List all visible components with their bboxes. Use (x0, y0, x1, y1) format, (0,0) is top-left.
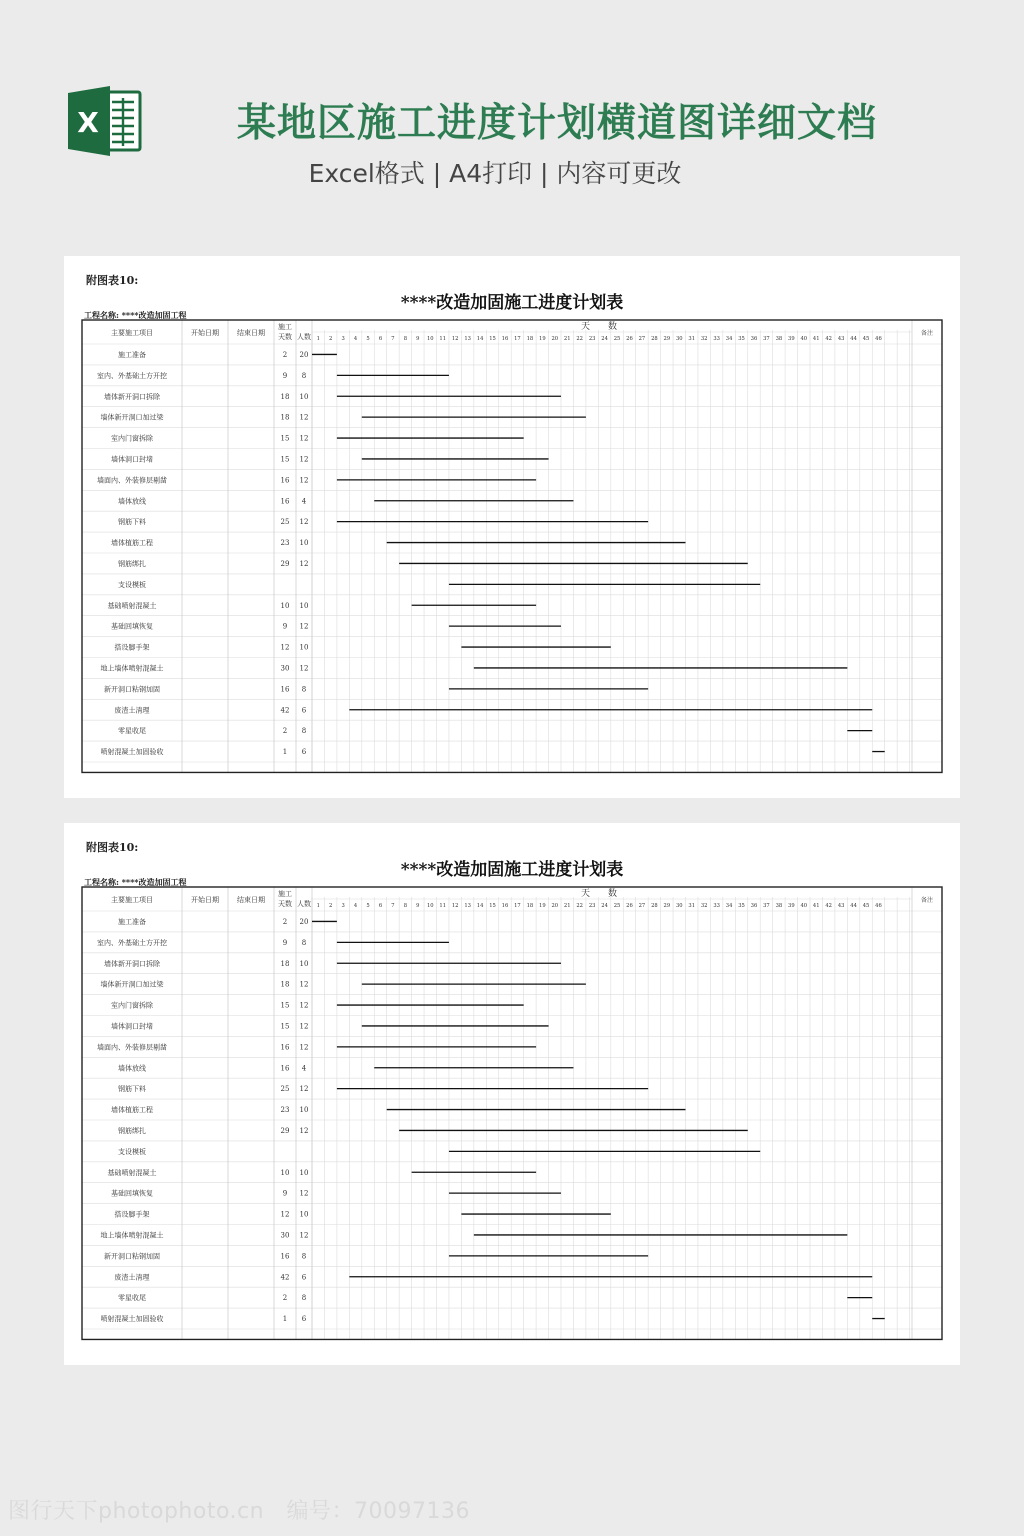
task-days: 15 (280, 434, 290, 443)
day-number: 34 (725, 903, 733, 909)
day-number: 15 (489, 903, 496, 909)
table-border (82, 887, 942, 1339)
task-days: 25 (280, 1085, 290, 1094)
header-start-date: 开始日期 (191, 896, 219, 904)
task-name: 墙体放线 (118, 1064, 146, 1073)
task-name: 地上墙体喷射混凝土 (100, 1231, 164, 1240)
day-number: 29 (663, 336, 671, 342)
day-number: 39 (788, 903, 795, 909)
day-number: 40 (800, 336, 808, 342)
day-number: 32 (700, 903, 708, 909)
appendix-label: 附图表10: (86, 841, 139, 854)
task-days: 2 (282, 350, 288, 359)
day-number: 20 (551, 903, 559, 909)
task-days: 9 (282, 938, 288, 947)
task-name: 墙面内、外装修层剔凿 (97, 476, 167, 485)
day-number: 28 (651, 336, 658, 342)
task-people: 10 (299, 392, 309, 401)
task-days: 12 (280, 1210, 290, 1219)
day-number: 3 (341, 903, 345, 909)
table-border (82, 320, 942, 772)
day-number: 28 (651, 903, 658, 909)
day-number: 33 (713, 903, 720, 909)
header-days-bottom: 天数 (278, 333, 292, 341)
header-people: 人数 (297, 900, 311, 908)
day-number: 27 (638, 336, 646, 342)
day-number: 20 (551, 336, 559, 342)
task-name: 喷射混凝土加固验收 (100, 748, 164, 757)
day-number: 27 (638, 903, 646, 909)
day-number: 38 (775, 903, 783, 909)
day-number: 25 (613, 903, 621, 909)
project-name: 工程名称: ****改造加固工程 (84, 877, 187, 887)
day-number: 42 (825, 903, 832, 909)
day-number: 17 (514, 903, 521, 909)
sheet-title: ****改造加固施工进度计划表 (400, 860, 624, 880)
task-days: 18 (280, 959, 290, 968)
schedule-sheet-1 (64, 256, 960, 798)
task-people: 12 (299, 413, 309, 422)
task-name: 废渣土清理 (114, 1273, 150, 1282)
task-people: 10 (299, 959, 309, 968)
day-number: 35 (738, 336, 745, 342)
task-people: 12 (299, 455, 309, 464)
task-people: 12 (299, 476, 309, 485)
task-name: 基础喷射混凝土 (107, 1168, 157, 1177)
day-number: 22 (576, 336, 583, 342)
task-days: 15 (280, 1001, 290, 1010)
day-number: 26 (626, 903, 633, 909)
task-days: 2 (282, 1294, 288, 1303)
day-number: 12 (451, 903, 459, 909)
task-name: 墙面内、外装修层剔凿 (97, 1043, 167, 1052)
task-people: 10 (299, 643, 309, 652)
task-people: 8 (301, 1252, 307, 1261)
day-number: 32 (700, 336, 708, 342)
task-name: 施工准备 (118, 917, 146, 926)
day-number: 16 (501, 336, 509, 342)
day-number: 26 (626, 336, 633, 342)
task-days: 42 (280, 706, 290, 715)
task-name: 基础喷射混凝土 (107, 601, 157, 610)
day-number: 9 (416, 903, 420, 909)
task-name: 室内、外基础土方开挖 (97, 371, 167, 380)
day-number: 18 (526, 336, 534, 342)
task-name: 墙体新开洞口拆除 (104, 392, 160, 401)
task-name: 基础回填恢复 (111, 622, 153, 631)
task-days: 29 (280, 559, 290, 568)
task-name: 基础回填恢复 (111, 1189, 153, 1198)
task-people: 12 (299, 559, 309, 568)
task-name: 支设模板 (118, 1147, 146, 1156)
task-name: 钢筋下料 (118, 518, 146, 527)
task-people: 6 (301, 1273, 307, 1282)
day-number: 46 (875, 336, 882, 342)
task-people: 20 (299, 350, 309, 359)
task-name: 喷射混凝土加固验收 (100, 1315, 164, 1324)
task-days: 18 (280, 413, 290, 422)
day-number: 45 (862, 903, 870, 909)
day-number: 40 (800, 903, 808, 909)
task-people: 8 (301, 727, 307, 736)
task-days: 30 (280, 1231, 290, 1240)
day-number: 36 (750, 336, 758, 342)
header-people: 人数 (297, 333, 311, 341)
page-subtitle: Excel格式 | A4打印 | 内容可更改 (308, 159, 682, 188)
task-people: 8 (301, 938, 307, 947)
day-number: 21 (563, 336, 571, 342)
header-remark: 备注 (920, 330, 934, 337)
day-number: 24 (601, 903, 608, 909)
header-end-date: 结束日期 (237, 329, 265, 337)
task-people: 8 (301, 371, 307, 380)
day-number: 29 (663, 903, 671, 909)
watermark: 图行天下photophoto.cn 编号：70097136 (8, 1499, 471, 1524)
task-name: 零星收尾 (118, 727, 146, 736)
day-number: 35 (738, 903, 745, 909)
day-number: 13 (464, 903, 471, 909)
task-name: 施工准备 (118, 350, 146, 359)
day-number: 46 (875, 903, 882, 909)
day-number: 14 (476, 336, 484, 342)
task-days: 42 (280, 1273, 290, 1282)
day-number: 22 (576, 903, 583, 909)
day-number: 16 (501, 903, 509, 909)
task-name: 支设模板 (118, 580, 146, 589)
day-number: 37 (763, 336, 770, 342)
task-name: 墙体放线 (118, 497, 146, 506)
task-people: 12 (299, 518, 309, 527)
task-name: 墙体洞口封堵 (111, 455, 153, 464)
task-days: 16 (280, 476, 290, 485)
task-people: 6 (301, 748, 307, 757)
task-name: 钢筋绑扎 (118, 1126, 146, 1135)
task-people: 12 (299, 1022, 309, 1031)
task-days: 16 (280, 685, 290, 694)
day-number: 3 (341, 336, 345, 342)
task-days: 1 (282, 1315, 288, 1324)
day-number: 6 (378, 336, 383, 342)
gantt-table (64, 823, 960, 1365)
task-people: 20 (299, 917, 309, 926)
header-item: 主要施工项目 (111, 329, 153, 337)
day-number: 17 (514, 336, 521, 342)
day-number: 39 (788, 336, 795, 342)
task-days: 18 (280, 392, 290, 401)
day-number: 8 (403, 903, 408, 909)
task-people: 12 (299, 1001, 309, 1010)
page-header (0, 0, 1024, 250)
task-days: 9 (282, 371, 288, 380)
task-days: 1 (282, 748, 288, 757)
header-day-group: 天 数 (580, 322, 618, 332)
day-number: 38 (775, 336, 783, 342)
day-number: 14 (476, 903, 484, 909)
day-number: 7 (391, 336, 395, 342)
task-name: 废渣土清理 (114, 706, 150, 715)
task-name: 室内门窗拆除 (111, 434, 153, 443)
schedule-sheet-2 (64, 823, 960, 1365)
task-name: 新开洞口粘钢加固 (104, 685, 160, 694)
task-days: 15 (280, 455, 290, 464)
day-number: 8 (403, 336, 408, 342)
task-people: 12 (299, 1085, 309, 1094)
task-people: 10 (299, 1210, 309, 1219)
day-number: 42 (825, 336, 832, 342)
task-people: 10 (299, 539, 309, 548)
day-number: 19 (539, 336, 546, 342)
day-number: 41 (812, 336, 820, 342)
logo-letter: X (77, 106, 99, 139)
day-number: 30 (675, 903, 683, 909)
day-number: 11 (439, 903, 447, 909)
task-people: 12 (299, 664, 309, 673)
task-days: 25 (280, 518, 290, 527)
sheet-title: ****改造加固施工进度计划表 (400, 293, 624, 313)
header-days-bottom: 天数 (278, 900, 292, 908)
day-number: 45 (862, 336, 870, 342)
grid-lines (82, 320, 942, 772)
task-name: 墙体新开洞口加过梁 (100, 413, 164, 422)
task-people: 12 (299, 434, 309, 443)
task-people: 12 (299, 1126, 309, 1135)
gantt-table (64, 256, 960, 798)
day-number: 44 (850, 336, 857, 342)
day-number: 24 (601, 336, 608, 342)
day-number: 2 (329, 903, 333, 909)
day-number: 5 (366, 336, 370, 342)
task-days: 23 (280, 539, 290, 548)
day-number: 15 (489, 336, 496, 342)
day-number: 5 (366, 903, 370, 909)
task-people: 10 (299, 1168, 309, 1177)
task-days: 18 (280, 980, 290, 989)
task-days: 16 (280, 1252, 290, 1261)
task-people: 12 (299, 980, 309, 989)
header-days-top: 施工 (278, 890, 292, 898)
task-people: 12 (299, 1231, 309, 1240)
day-number: 18 (526, 903, 534, 909)
day-number: 7 (391, 903, 395, 909)
day-number: 4 (353, 336, 358, 342)
task-name: 墙体洞口封堵 (111, 1022, 153, 1031)
task-days: 2 (282, 917, 288, 926)
day-number: 19 (539, 903, 546, 909)
task-days: 16 (280, 1043, 290, 1052)
day-number: 6 (378, 903, 383, 909)
task-name: 新开洞口粘钢加固 (104, 1252, 160, 1261)
day-number: 2 (329, 336, 333, 342)
day-number: 4 (353, 903, 358, 909)
task-name: 墙体新开洞口拆除 (104, 959, 160, 968)
header-days-top: 施工 (278, 323, 292, 331)
task-name: 墙体植筋工程 (111, 1106, 153, 1115)
header-end-date: 结束日期 (237, 896, 265, 904)
day-number: 1 (316, 336, 320, 342)
task-days: 2 (282, 727, 288, 736)
task-days: 12 (280, 643, 290, 652)
day-number: 34 (725, 336, 733, 342)
day-number: 43 (837, 903, 845, 909)
day-number: 23 (588, 336, 596, 342)
task-name: 地上墙体喷射混凝土 (100, 664, 164, 673)
day-number: 31 (688, 336, 696, 342)
day-number: 25 (613, 336, 621, 342)
task-name: 钢筋下料 (118, 1085, 146, 1094)
page-title: 某地区施工进度计划横道图详细文档 (236, 101, 877, 146)
header-item: 主要施工项目 (111, 896, 153, 904)
task-days: 15 (280, 1022, 290, 1031)
day-number: 33 (713, 336, 720, 342)
day-number: 10 (426, 903, 434, 909)
task-people: 4 (301, 497, 307, 506)
day-number: 36 (750, 903, 758, 909)
task-people: 10 (299, 601, 309, 610)
task-days: 16 (280, 1064, 290, 1073)
task-days: 23 (280, 1106, 290, 1115)
task-name: 墙体新开洞口加过梁 (100, 980, 164, 989)
day-number: 1 (316, 903, 320, 909)
day-number: 13 (464, 336, 471, 342)
task-days: 30 (280, 664, 290, 673)
day-number: 21 (563, 903, 571, 909)
day-number: 30 (675, 336, 683, 342)
task-people: 12 (299, 1043, 309, 1052)
task-name: 零星收尾 (118, 1294, 146, 1303)
grid-lines (82, 887, 942, 1339)
task-name: 钢筋绑扎 (118, 559, 146, 568)
task-days: 10 (280, 1168, 290, 1177)
task-people: 12 (299, 1189, 309, 1198)
day-number: 44 (850, 903, 857, 909)
excel-icon (68, 86, 144, 156)
task-days: 16 (280, 497, 290, 506)
task-people: 12 (299, 622, 309, 631)
day-number: 41 (812, 903, 820, 909)
task-people: 6 (301, 1315, 307, 1324)
task-name: 搭设脚手架 (114, 643, 150, 652)
task-name: 墙体植筋工程 (111, 539, 153, 548)
day-number: 10 (426, 336, 434, 342)
day-number: 31 (688, 903, 696, 909)
task-days: 9 (282, 622, 288, 631)
task-days: 10 (280, 601, 290, 610)
task-people: 4 (301, 1064, 307, 1073)
header-start-date: 开始日期 (191, 329, 219, 337)
day-number: 9 (416, 336, 420, 342)
task-name: 室内、外基础土方开挖 (97, 938, 167, 947)
task-name: 室内门窗拆除 (111, 1001, 153, 1010)
task-people: 8 (301, 1294, 307, 1303)
appendix-label: 附图表10: (86, 274, 139, 287)
day-number: 12 (451, 336, 459, 342)
task-people: 6 (301, 706, 307, 715)
task-people: 10 (299, 1106, 309, 1115)
task-name: 搭设脚手架 (114, 1210, 150, 1219)
day-number: 23 (588, 903, 596, 909)
task-people: 8 (301, 685, 307, 694)
day-number: 11 (439, 336, 447, 342)
task-days: 9 (282, 1189, 288, 1198)
day-number: 43 (837, 336, 845, 342)
day-number: 37 (763, 903, 770, 909)
project-name: 工程名称: ****改造加固工程 (84, 310, 187, 320)
header-day-group: 天 数 (580, 889, 618, 899)
header-remark: 备注 (920, 897, 934, 904)
task-days: 29 (280, 1126, 290, 1135)
